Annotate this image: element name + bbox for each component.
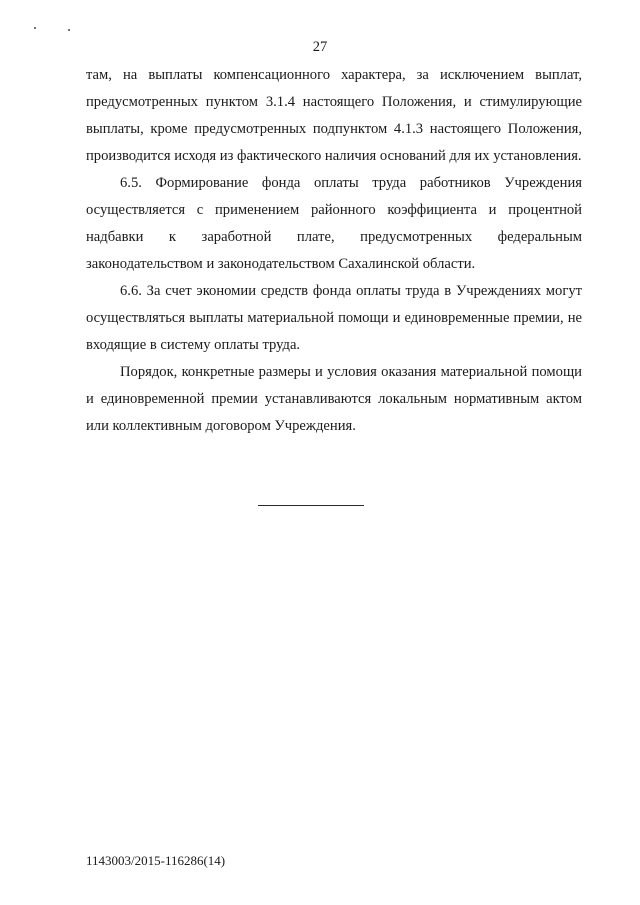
end-divider-line [258,505,364,506]
scan-speck [34,27,36,29]
page-number: 27 [312,39,328,55]
paragraph-procedure: Порядок, конкретные размеры и условия оказания материальной помощи и единовременной премии устанавливаются локальным нормативным актом или коллективным договором Учреждения. [86,364,582,434]
paragraph-6-5: 6.5. Формирование фонда оплаты труда работников Учреждения осуществляется с применением районного коэффициента и процентной надбавки к заработной плате, предусмотренных федеральным законодательством и законодательством Сахалинской области. [86,175,582,272]
document-body [86,62,582,440]
paragraph-continuation: там, на выплаты компенсационного характера, за исключением выплат, предусмотренных пунктом 3.1.4 настоящего Положения, и стимулирующие выплаты, кроме предусмотренных подпунктом 4.1.3 настоящего Положения, производится исходя из фактического наличия оснований для их установления. [86,67,582,164]
scan-speck [68,29,70,31]
paragraph-6-6: 6.6. За счет экономии средств фонда оплаты труда в Учреждениях могут осуществляться выплаты материальной помощи и единовременные премии, не входящие в систему оплаты труда. [86,283,582,353]
document-id-footer: 1143003/2015-116286(14) [86,853,226,868]
